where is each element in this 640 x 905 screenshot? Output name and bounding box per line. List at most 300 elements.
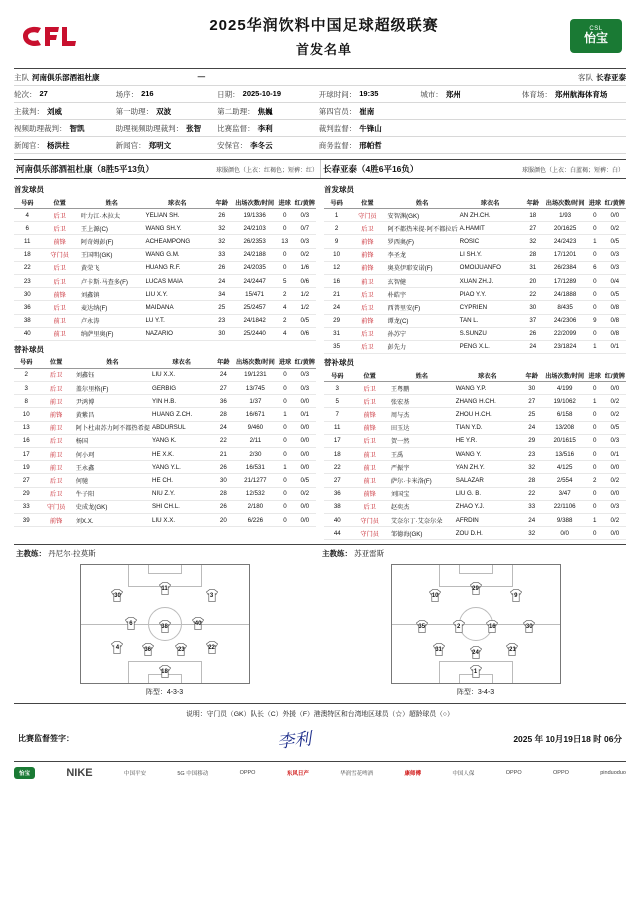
player-cards: 0/8 bbox=[604, 314, 626, 327]
th-goal: 进球 bbox=[586, 369, 604, 382]
player-number: 23 bbox=[14, 274, 41, 287]
player-shirt-name: NIU Z.Y. bbox=[151, 487, 212, 500]
footer-space bbox=[14, 779, 626, 839]
player-cards: 0/0 bbox=[604, 209, 626, 222]
player-number: 30 bbox=[14, 288, 41, 301]
player-goals: 0 bbox=[276, 421, 293, 434]
th-app: 出场次数/时间 bbox=[234, 196, 276, 209]
player-age: 26 bbox=[210, 209, 234, 222]
player-shirt-name: ZHAO Y.J. bbox=[455, 500, 520, 513]
player-goals: 0 bbox=[586, 527, 604, 540]
table-row[interactable] bbox=[14, 395, 316, 408]
player-appearances: 24/2423 bbox=[544, 235, 586, 248]
referee-assessor-value: 牛锋山 bbox=[359, 123, 382, 133]
table-row[interactable] bbox=[14, 235, 316, 248]
player-position: 后卫 bbox=[351, 395, 389, 408]
player-cards: 1/6 bbox=[294, 261, 316, 274]
sponsor-logo: pinduoduo bbox=[600, 770, 626, 777]
player-appearances: 9/388 bbox=[544, 513, 586, 526]
player-appearances: 25/2457 bbox=[234, 301, 276, 314]
player-age: 24 bbox=[212, 368, 234, 381]
var-label: 视频助理裁判： bbox=[14, 123, 67, 133]
player-age: 33 bbox=[210, 248, 234, 261]
player-goals: 5 bbox=[276, 274, 294, 287]
referee-assessor-label: 裁判监督： bbox=[318, 123, 357, 133]
table-row[interactable] bbox=[324, 474, 626, 487]
player-goals: 0 bbox=[276, 209, 294, 222]
table-row[interactable] bbox=[324, 513, 626, 526]
player-age: 26 bbox=[212, 461, 234, 474]
player-shirt-name: LUCAS MAIA bbox=[144, 274, 209, 287]
home-team-band bbox=[14, 160, 320, 178]
security-officer-label: 安保官： bbox=[217, 140, 248, 150]
player-name: 尹鸿博 bbox=[74, 395, 151, 408]
player-number: 6 bbox=[14, 222, 41, 235]
player-shirt-name: GERBIG bbox=[151, 382, 212, 395]
table-row[interactable] bbox=[14, 261, 316, 274]
player-goals: 4 bbox=[276, 301, 294, 314]
home-formation-label: 阵型：4-3-3 bbox=[145, 689, 184, 697]
player-cards: 0/5 bbox=[604, 288, 626, 301]
player-appearances: 24/2188 bbox=[234, 248, 276, 261]
player-goals: 0 bbox=[276, 487, 293, 500]
player-appearances: 22/2099 bbox=[544, 327, 586, 340]
away-team-label: 客队 bbox=[577, 72, 593, 82]
away-coach-label: 主教练： bbox=[322, 549, 352, 559]
player-appearances: 19/1231 bbox=[234, 368, 276, 381]
player-age: 27 bbox=[212, 382, 234, 395]
player-number: 31 bbox=[324, 327, 349, 340]
player-position: 后卫 bbox=[351, 434, 389, 447]
city-value: 郑州 bbox=[445, 89, 461, 99]
away-formation-label: 阵型：3-4-3 bbox=[456, 689, 495, 697]
player-cards: 1/2 bbox=[294, 288, 316, 301]
player-number: 3 bbox=[14, 382, 38, 395]
var-value: 智凯 bbox=[69, 123, 85, 133]
table-row[interactable] bbox=[14, 500, 316, 513]
player-shirt-name: HE X.K. bbox=[151, 448, 212, 461]
player-position: 后卫 bbox=[38, 368, 73, 381]
versus-cell bbox=[198, 72, 320, 83]
th-eng: 球衣名 bbox=[455, 369, 520, 382]
player-shirt-name: ACHEAMPONG bbox=[144, 235, 209, 248]
player-position: 守门员 bbox=[38, 500, 73, 513]
player-goals: 0 bbox=[276, 368, 293, 381]
home-team-label: 主队 bbox=[14, 72, 29, 82]
away-starters-title: 首发球员 bbox=[324, 185, 354, 194]
player-position: 前卫 bbox=[351, 461, 389, 474]
player-number: 40 bbox=[324, 513, 351, 526]
player-position: 前锋 bbox=[38, 513, 73, 526]
player-number: 38 bbox=[14, 314, 41, 327]
player-number: 2 bbox=[14, 368, 38, 381]
table-row[interactable] bbox=[324, 421, 626, 434]
player-cards: 0/1 bbox=[294, 408, 316, 421]
sponsor-logo: OPPO bbox=[553, 770, 569, 777]
player-cards: 0/0 bbox=[294, 513, 316, 526]
table-row[interactable] bbox=[324, 527, 626, 540]
player-age: 32 bbox=[521, 235, 544, 248]
table-row[interactable] bbox=[324, 500, 626, 513]
table-row[interactable] bbox=[14, 474, 316, 487]
player-cards: 0/0 bbox=[294, 461, 316, 474]
player-shirt-name: OMOIJUANFO bbox=[459, 261, 522, 274]
player-appearances: 24/2103 bbox=[234, 222, 276, 235]
player-position: 前锋 bbox=[351, 408, 389, 421]
home-squad-column bbox=[14, 181, 316, 540]
player-shirt-name: XUAN ZH.J. bbox=[459, 274, 522, 287]
player-goals: 0 bbox=[276, 395, 293, 408]
player-shirt-name: HE CH. bbox=[151, 474, 212, 487]
player-shirt-name: SHI CH.L. bbox=[151, 500, 212, 513]
date-label: 日期： bbox=[217, 89, 240, 99]
player-shirt-name: WANG Y. bbox=[455, 448, 520, 461]
away-subs-table bbox=[324, 369, 626, 540]
player-goals: 0 bbox=[276, 500, 293, 513]
table-row[interactable] bbox=[324, 314, 626, 327]
player-age: 34 bbox=[210, 288, 234, 301]
th-pos: 位置 bbox=[349, 196, 385, 209]
table-row[interactable] bbox=[324, 382, 626, 395]
page-header bbox=[14, 0, 626, 62]
table-row[interactable] bbox=[14, 448, 316, 461]
player-name: 田玉达 bbox=[389, 421, 455, 434]
away-starters-body bbox=[324, 209, 626, 354]
player-position: 后卫 bbox=[41, 261, 79, 274]
player-shirt-name: LIU X.X. bbox=[151, 368, 212, 381]
player-position: 前卫 bbox=[41, 314, 79, 327]
player-name: 阿卜杜肃苏力阿不都热希提 bbox=[74, 421, 151, 434]
player-goals: 2 bbox=[586, 474, 604, 487]
table-row[interactable] bbox=[324, 487, 626, 500]
player-name: 王上源(C) bbox=[79, 222, 145, 235]
table-row[interactable] bbox=[324, 327, 626, 340]
th-app: 出场次数/时间 bbox=[544, 369, 586, 382]
player-name: 邹德海(GK) bbox=[389, 527, 455, 540]
player-cards: 0/5 bbox=[604, 235, 626, 248]
match-commissioner-cell bbox=[217, 123, 319, 134]
player-position: 后卫 bbox=[351, 382, 389, 395]
table-header-row bbox=[324, 196, 626, 209]
player-age: 29 bbox=[520, 434, 544, 447]
player-name: 刘鑫钰 bbox=[74, 368, 151, 381]
player-goals: 1 bbox=[586, 395, 604, 408]
player-goals: 9 bbox=[586, 314, 604, 327]
player-name: 萨尔·卡米洛(F) bbox=[389, 474, 455, 487]
table-row[interactable] bbox=[14, 487, 316, 500]
player-age: 24 bbox=[212, 421, 234, 434]
player-shirt-name: AFRDIN bbox=[455, 513, 520, 526]
player-goals: 6 bbox=[586, 261, 604, 274]
player-cards: 0/0 bbox=[294, 434, 316, 447]
ar1-label: 第一助理： bbox=[115, 106, 154, 116]
player-appearances: 1/93 bbox=[544, 209, 586, 222]
player-shirt-name: LIU X.X. bbox=[151, 513, 212, 526]
player-position: 后卫 bbox=[41, 209, 79, 222]
player-age: 32 bbox=[210, 222, 234, 235]
table-row[interactable] bbox=[14, 301, 316, 314]
table-row[interactable] bbox=[14, 314, 316, 327]
away-team-cell bbox=[320, 72, 626, 83]
home-starters-body bbox=[14, 209, 316, 341]
sponsor-logo: 康师傅 bbox=[404, 771, 422, 778]
player-shirt-name: SALAZAR bbox=[455, 474, 520, 487]
away-starters-table bbox=[324, 196, 626, 354]
player-name: 黄紫昌 bbox=[74, 408, 151, 421]
pitch-player-marker: 31 bbox=[431, 642, 447, 658]
pitch-player-marker: 29 bbox=[468, 581, 484, 597]
table-row[interactable] bbox=[324, 434, 626, 447]
pitch-player-marker: 30 bbox=[109, 588, 125, 604]
player-appearances: 25/2440 bbox=[234, 327, 276, 340]
table-row[interactable] bbox=[14, 513, 316, 526]
signature-datetime: 2025 年 10月19日18 时 06分 bbox=[513, 733, 622, 744]
player-position: 前卫 bbox=[351, 448, 389, 461]
player-number: 27 bbox=[324, 474, 351, 487]
away-team-name: 长春亚泰（4胜6平16负） bbox=[323, 164, 419, 174]
table-row[interactable] bbox=[324, 274, 626, 287]
player-shirt-name: HUANG Z.CH. bbox=[151, 408, 212, 421]
player-number: 8 bbox=[14, 395, 38, 408]
player-shirt-name: WANG SH.Y. bbox=[144, 222, 209, 235]
player-age: 25 bbox=[210, 301, 234, 314]
player-name: 安智渊(GK) bbox=[386, 209, 459, 222]
round-value: 27 bbox=[39, 88, 48, 98]
player-cards: 0/0 bbox=[294, 421, 316, 434]
player-position: 守门员 bbox=[351, 527, 389, 540]
match-commissioner-label: 比赛监督： bbox=[217, 123, 255, 133]
player-number: 36 bbox=[324, 487, 351, 500]
meta-row-officials-2 bbox=[14, 120, 626, 137]
player-appearances: 15/471 bbox=[234, 288, 276, 301]
player-appearances: 13/516 bbox=[544, 448, 586, 461]
referee-value: 刘威 bbox=[47, 106, 62, 116]
home-pitch bbox=[80, 564, 250, 684]
sponsor-logo: 怡宝 bbox=[14, 767, 35, 779]
match-meta bbox=[14, 68, 626, 154]
table-row[interactable] bbox=[324, 288, 626, 301]
th-card: 红/黄牌 bbox=[604, 369, 626, 382]
player-position: 后卫 bbox=[41, 222, 79, 235]
player-name: 奥莫伊耶安诺(F) bbox=[386, 261, 459, 274]
table-row[interactable] bbox=[324, 261, 626, 274]
player-name: 罗西奥(F) bbox=[386, 235, 459, 248]
player-number: 13 bbox=[14, 421, 38, 434]
player-cards: 0/5 bbox=[294, 314, 316, 327]
table-row[interactable] bbox=[14, 434, 316, 447]
pitch-player-marker: 22 bbox=[204, 640, 220, 656]
player-age: 18 bbox=[521, 209, 544, 222]
player-position: 后卫 bbox=[351, 500, 389, 513]
sponsor-logo: OPPO bbox=[239, 770, 256, 777]
player-shirt-name: AN ZH.CH. bbox=[459, 209, 522, 222]
player-goals: 1 bbox=[276, 461, 293, 474]
sponsor-logo: 华润雪花啤酒 bbox=[340, 771, 374, 778]
player-cards: 0/2 bbox=[604, 395, 626, 408]
avar-value: 张智 bbox=[186, 123, 202, 133]
player-appearances: 26/2353 bbox=[234, 235, 276, 248]
player-name: 严振宇 bbox=[389, 461, 455, 474]
table-row[interactable] bbox=[324, 248, 626, 261]
coaches-row bbox=[14, 544, 626, 562]
player-position: 前卫 bbox=[38, 461, 73, 474]
sponsor-logo-top-text: CSL bbox=[589, 26, 603, 33]
player-cards: 0/3 bbox=[604, 500, 626, 513]
fourth-official-value: 崔南 bbox=[359, 106, 375, 116]
player-shirt-name: ROSIC bbox=[459, 235, 522, 248]
player-goals: 0 bbox=[586, 434, 604, 447]
table-row[interactable] bbox=[14, 288, 316, 301]
away-team-kit: 球服颜色（上衣：白蓝褐；短裤：白） bbox=[521, 168, 624, 174]
player-shirt-name: ZHANG H.CH. bbox=[455, 395, 520, 408]
player-shirt-name: NAZARIO bbox=[144, 327, 209, 340]
player-appearances: 13/745 bbox=[234, 382, 276, 395]
pitch-player-marker: 30 bbox=[521, 619, 537, 635]
player-cards: 0/1 bbox=[604, 448, 626, 461]
player-name: 杨国 bbox=[74, 434, 151, 447]
pitch-player-marker: 36 bbox=[140, 642, 156, 658]
away-formation-wrap bbox=[325, 564, 626, 697]
player-cards: 0/3 bbox=[604, 434, 626, 447]
player-appearances: 9/460 bbox=[234, 421, 276, 434]
player-appearances: 3/47 bbox=[544, 487, 586, 500]
table-row[interactable] bbox=[14, 209, 316, 222]
player-shirt-name: YANG K. bbox=[151, 434, 212, 447]
versus-dash: — bbox=[197, 71, 206, 81]
player-age: 30 bbox=[210, 327, 234, 340]
player-age: 24 bbox=[521, 340, 544, 353]
player-goals: 0 bbox=[276, 382, 293, 395]
player-position: 守门员 bbox=[41, 248, 79, 261]
squad-tables bbox=[14, 181, 626, 540]
player-name: 何驰 bbox=[74, 474, 151, 487]
player-appearances: 4/125 bbox=[544, 461, 586, 474]
table-row[interactable] bbox=[14, 461, 316, 474]
table-row[interactable] bbox=[324, 340, 626, 353]
signature-label: 比赛监督签字： bbox=[18, 734, 74, 744]
away-subs-title: 替补球员 bbox=[324, 358, 354, 368]
player-appearances: 19/1062 bbox=[544, 395, 586, 408]
player-name: 彭先力 bbox=[386, 340, 459, 353]
player-shirt-name: LI SH.Y. bbox=[459, 248, 522, 261]
player-age: 32 bbox=[210, 235, 234, 248]
player-goals: 0 bbox=[586, 209, 604, 222]
player-number: 44 bbox=[324, 527, 351, 540]
player-shirt-name: YELIAN SH. bbox=[144, 209, 209, 222]
player-age: 21 bbox=[212, 448, 234, 461]
table-row[interactable] bbox=[14, 408, 316, 421]
table-row[interactable] bbox=[14, 248, 316, 261]
th-eng: 球衣名 bbox=[151, 356, 212, 369]
press-officer-2-label: 新闻官： bbox=[115, 140, 146, 150]
round-cell bbox=[14, 89, 116, 100]
player-shirt-name: YANG Y.L. bbox=[151, 461, 212, 474]
player-shirt-name: PENG X.L. bbox=[459, 340, 522, 353]
player-appearances: 19/1336 bbox=[234, 209, 276, 222]
pitch-player-marker: 10 bbox=[427, 588, 443, 604]
player-goals: 0 bbox=[586, 448, 604, 461]
player-shirt-name: WANG G.M. bbox=[144, 248, 209, 261]
player-cards: 0/0 bbox=[294, 500, 316, 513]
table-row[interactable] bbox=[14, 382, 316, 395]
table-row[interactable] bbox=[324, 209, 626, 222]
table-row[interactable] bbox=[324, 222, 626, 235]
player-name: 叶力江·木拉太 bbox=[79, 209, 145, 222]
home-team-kit: 球服颜色（上衣：红褐色；短裤：红） bbox=[215, 168, 318, 174]
player-appearances: 20/1615 bbox=[544, 434, 586, 447]
meta-row-teams bbox=[14, 68, 626, 86]
table-row[interactable] bbox=[324, 461, 626, 474]
home-subs-body bbox=[14, 368, 316, 526]
player-position: 前锋 bbox=[349, 261, 385, 274]
player-position: 前锋 bbox=[41, 235, 79, 248]
home-team-name: 河南俱乐部酒祖杜康（8胜5平13负） bbox=[16, 164, 154, 174]
pitch-goal-box-top bbox=[148, 565, 182, 574]
table-row[interactable] bbox=[324, 235, 626, 248]
table-row[interactable] bbox=[14, 274, 316, 287]
player-shirt-name: LU Y.T. bbox=[144, 314, 209, 327]
table-row[interactable] bbox=[14, 421, 316, 434]
player-number: 40 bbox=[14, 327, 41, 340]
player-number: 4 bbox=[14, 209, 41, 222]
player-position: 后卫 bbox=[38, 474, 73, 487]
player-position: 前卫 bbox=[38, 395, 73, 408]
referee-label: 主裁判： bbox=[14, 106, 44, 116]
referee-assessor-cell bbox=[319, 123, 421, 134]
player-age: 26 bbox=[212, 500, 234, 513]
player-goals: 13 bbox=[276, 235, 294, 248]
home-subs-title: 替补球员 bbox=[14, 344, 44, 354]
player-cards: 0/3 bbox=[294, 368, 316, 381]
th-pos: 位置 bbox=[41, 196, 79, 209]
th-card: 红/黄牌 bbox=[294, 196, 316, 209]
player-shirt-name: TIAN Y.D. bbox=[455, 421, 520, 434]
player-position: 后卫 bbox=[349, 327, 385, 340]
table-row[interactable] bbox=[324, 301, 626, 314]
pitch-player-marker: 24 bbox=[468, 645, 484, 661]
table-row[interactable] bbox=[324, 448, 626, 461]
player-cards: 0/0 bbox=[604, 461, 626, 474]
table-row[interactable] bbox=[324, 408, 626, 421]
sponsor-logo: 中国平安 bbox=[123, 771, 146, 778]
player-name: 赵奕杰 bbox=[389, 500, 455, 513]
table-row[interactable] bbox=[324, 395, 626, 408]
security-officer-cell bbox=[217, 140, 319, 151]
page-title: 2025华润饮料中国足球超级联赛 bbox=[209, 17, 439, 34]
table-row[interactable] bbox=[14, 222, 316, 235]
home-formation-wrap bbox=[14, 564, 315, 697]
player-age: 20 bbox=[212, 513, 234, 526]
player-cards: 0/0 bbox=[294, 395, 316, 408]
th-age: 年龄 bbox=[521, 196, 544, 209]
table-row[interactable] bbox=[14, 327, 316, 340]
home-coach bbox=[14, 545, 320, 562]
press-officer-2-cell bbox=[116, 140, 218, 151]
home-coach-name: 丹尼尔·拉莫斯 bbox=[48, 549, 96, 559]
signature-row bbox=[14, 726, 626, 751]
player-goals: 0 bbox=[276, 434, 293, 447]
player-shirt-name: A.HAMIT bbox=[459, 222, 522, 235]
player-name: 何小珂 bbox=[74, 448, 151, 461]
player-age: 28 bbox=[212, 487, 234, 500]
th-name: 姓名 bbox=[74, 356, 151, 369]
table-row[interactable] bbox=[14, 368, 316, 381]
th-name: 姓名 bbox=[386, 196, 459, 209]
player-goals: 0 bbox=[276, 474, 293, 487]
player-appearances: 24/1888 bbox=[544, 288, 586, 301]
player-cards: 0/7 bbox=[294, 222, 316, 235]
player-number: 33 bbox=[14, 500, 38, 513]
